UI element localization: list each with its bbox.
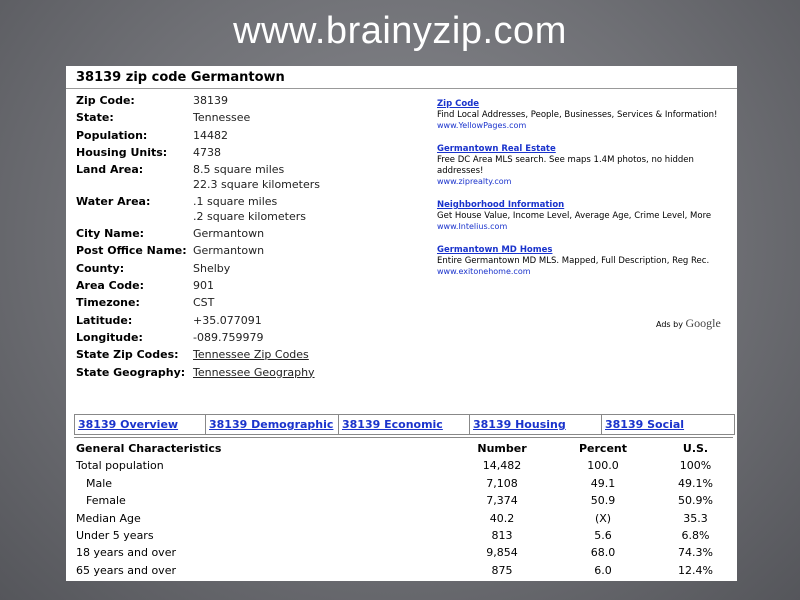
tab-demographic[interactable]: 38139 Demographic [206,415,339,434]
ad-item [437,144,727,187]
sponsored-ads [437,99,727,290]
content-panel [66,66,737,581]
row-number: 7,374 [486,494,518,508]
stats-divider [74,437,733,438]
detail-value: +35.077091 [193,313,262,327]
ad-item [437,245,727,277]
table-row [76,562,733,579]
ad-description: Get House Value, Income Level, Average Age, Crime Level, More [437,211,712,221]
detail-value: Germantown [193,244,265,258]
detail-latitude [76,312,320,329]
detail-label: Water Area: [76,195,151,209]
detail-label: Post Office Name: [76,244,187,258]
row-number: 875 [491,563,513,577]
detail-value: Tennessee [193,111,251,125]
row-label: Total population [76,459,164,473]
land-area-miles: 8.5 square miles [193,163,285,177]
detail-label: Latitude: [76,313,133,327]
row-percent: (X) [594,511,612,525]
site-title: www.brainyzip.com [233,10,567,52]
ads-by-google[interactable] [656,316,721,331]
table-row [76,544,733,561]
detail-label: Area Code: [76,279,145,293]
state-geography-link[interactable]: Tennessee Geography [193,365,315,379]
detail-value: 4738 [193,145,221,159]
detail-label: Land Area: [76,163,144,177]
ad-url[interactable]: www.Intelius.com [437,222,508,231]
table-row [76,457,733,474]
detail-label: Longitude: [76,330,143,344]
row-us: 12.4% [678,563,713,577]
row-us: 49.1% [678,476,713,490]
detail-area-code [76,277,320,294]
zip-details [76,92,320,381]
detail-population [76,127,320,144]
tab-economic[interactable]: 38139 Economic [339,415,470,434]
row-percent: 6.0 [594,563,612,577]
ad-item [437,200,727,232]
detail-value: 901 [193,279,214,293]
detail-state [76,109,320,126]
water-area-km: .2 square kilometers [193,209,306,223]
detail-label: Timezone: [76,296,140,310]
detail-zip-code [76,92,320,109]
detail-value: 38139 [193,94,228,107]
header-number: Number [477,442,527,455]
row-us: 50.9% [678,494,713,508]
table-row [76,492,733,509]
row-number: 40.2 [489,511,515,525]
land-area-km: 22.3 square kilometers [193,177,320,191]
row-number: 7,108 [486,476,518,490]
row-percent: 50.9 [590,494,616,508]
row-number: 813 [491,529,513,543]
row-us: 6.8% [681,529,710,543]
row-us: 100% [679,459,712,473]
ad-title-link[interactable]: Zip Code [437,99,480,109]
header-percent: Percent [578,442,628,455]
detail-state-zip-codes [76,346,320,363]
detail-county [76,260,320,277]
detail-state-geography [76,364,320,381]
row-us: 74.3% [678,546,713,560]
detail-label: State: [76,111,114,125]
detail-housing-units [76,144,320,161]
table-row [76,527,733,544]
detail-value: CST [193,296,215,310]
row-label: Female [86,494,126,508]
detail-label: County: [76,261,125,275]
detail-value: 14482 [193,128,228,142]
ad-description: Free DC Area MLS search. See maps 1.4M photos, no hidden addresses! [437,155,694,176]
row-percent: 100.0 [587,459,619,473]
tab-housing[interactable]: 38139 Housing [470,415,602,434]
detail-value: -089.759979 [193,330,264,344]
row-label: 18 years and over [76,546,176,560]
detail-timezone [76,294,320,311]
detail-value: Germantown [193,227,265,241]
detail-label: City Name: [76,227,145,241]
ad-title-link[interactable]: Neighborhood Information [437,200,565,210]
detail-water-area [76,193,320,225]
state-zip-codes-link[interactable]: Tennessee Zip Codes [193,348,309,362]
tab-overview[interactable]: 38139 Overview [75,415,206,434]
table-row [76,475,733,492]
heading-divider [66,88,737,89]
detail-longitude [76,329,320,346]
detail-land-area [76,161,320,193]
row-number: 14,482 [482,459,522,473]
detail-label: Population: [76,128,148,142]
row-label: 65 years and over [76,563,176,577]
section-tabs [74,414,735,435]
header-us: U.S. [682,442,709,455]
ad-url[interactable]: www.ziprealty.com [437,177,512,186]
page-heading: 38139 zip code Germantown [76,70,285,85]
water-area-miles: .1 square miles [193,195,278,209]
detail-post-office-name [76,242,320,259]
ad-description: Find Local Addresses, People, Businesses, Services & Information! [437,110,718,120]
detail-city-name [76,225,320,242]
detail-label: Housing Units: [76,145,168,159]
ad-description: Entire Germantown MD MLS. Mapped, Full Description, Reg Rec. [437,256,710,266]
header-characteristic: General Characteristics [76,442,222,455]
row-us: 35.3 [683,511,708,525]
detail-label: Zip Code: [76,94,135,107]
tab-social[interactable]: 38139 Social [605,418,685,431]
row-percent: 68.0 [590,546,616,560]
ad-title-link[interactable]: Germantown MD Homes [437,245,553,255]
ads-by-label: Ads by [656,320,683,329]
table-header-row [76,440,733,457]
row-label: Male [86,476,113,490]
row-percent: 49.1 [590,476,616,490]
ad-url[interactable]: www.YellowPages.com [437,121,527,130]
detail-value [193,195,306,224]
row-percent: 5.6 [594,529,612,543]
detail-value: Shelby [193,261,231,275]
table-row [76,510,733,527]
detail-label: State Zip Codes: [76,348,179,362]
ad-item [437,99,727,131]
ad-url[interactable]: www.exitonehome.com [437,267,531,276]
row-label: Median Age [76,511,141,525]
detail-label: State Geography: [76,365,186,379]
google-logo: Google [685,316,721,330]
row-label: Under 5 years [76,529,154,543]
ad-title-link[interactable]: Germantown Real Estate [437,144,556,154]
general-characteristics-table [76,440,733,579]
row-number: 9,854 [486,546,518,560]
detail-value [193,163,320,192]
